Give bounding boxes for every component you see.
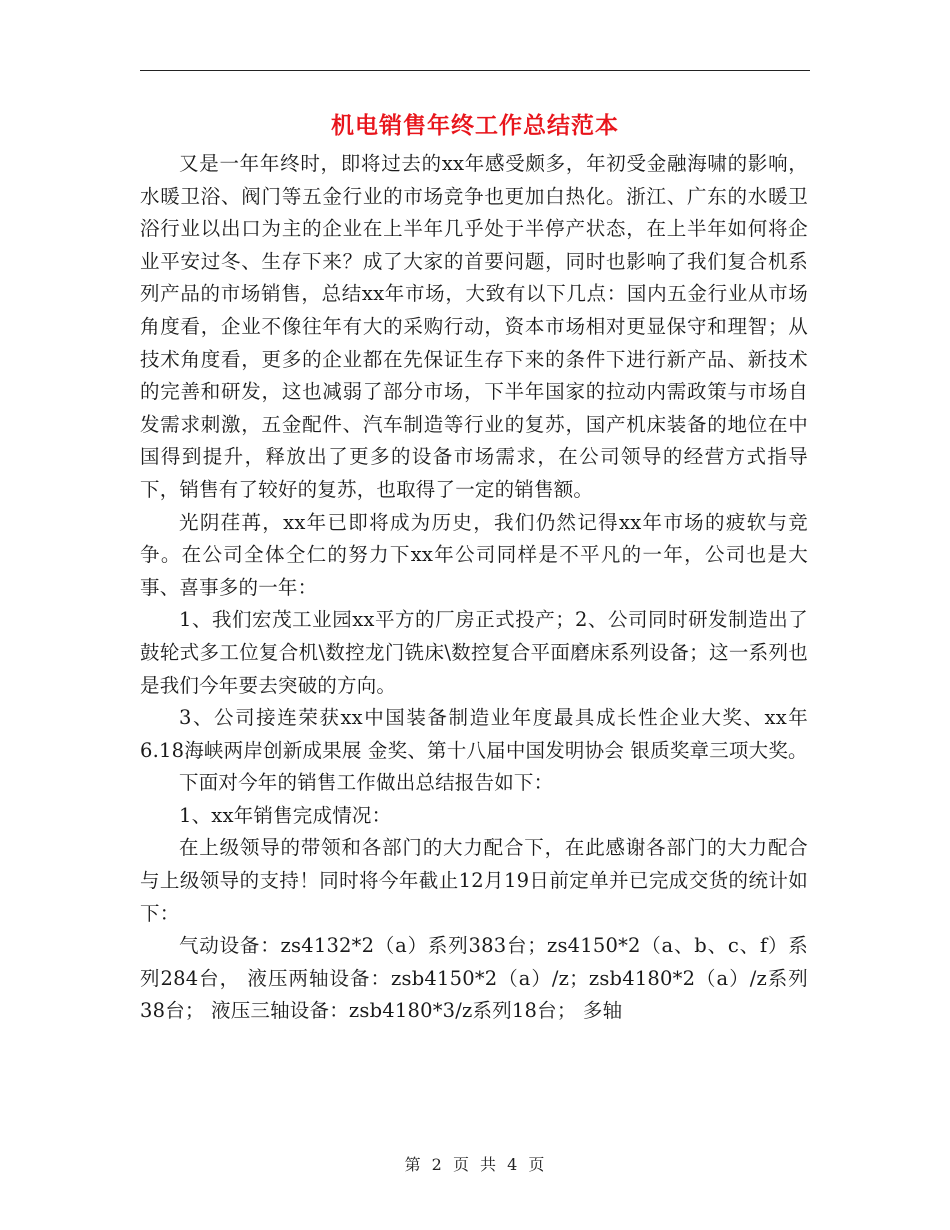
- paragraph-4: 3、公司接连荣获xx中国装备制造业年度最具成长性企业大奖、xx年6.18海峡两岸创新成果展 金奖、第十八届中国发明协会 银质奖章三项大奖。: [140, 706, 808, 762]
- paragraph-2: 光阴荏苒，xx年已即将成为历史，我们仍然记得xx年市场的疲软与竞争。在公司全体仝仁的努力下xx年公司同样是不平凡的一年，公司也是大事、喜事多的一年：: [140, 510, 808, 599]
- paragraph-1: 又是一年年终时，即将过去的xx年感受颇多，年初受金融海啸的影响，水暖卫浴、阀门等五金行业的市场竞争也更加白热化。浙江、广东的水暖卫浴行业以出口为主的企业在上半年几乎处于半停产状态，在上半年如何将企业平安过冬、生存下来？成了大家的首要问题，同时也影响了我们复合机系列产品的市场销售，总结xx年市场，大致有以下几点：国内五金行业从市场角度看，企业不像往年有大的采购行动，资本市场相对更显保守和理智；从技术角度看，更多的企业都在先保证生存下来的条件下进行新产品、新技术的完善和研发，这也减弱了部分市场，下半年国家的拉动内需政策与市场自发需求刺激，五金配件、汽车制造等行业的复苏，国产机床装备的地位在中国得到提升，释放出了更多的设备市场需求，在公司领导的经营方式指导下，销售有了较好的复苏，也取得了一定的销售额。: [140, 152, 808, 501]
- document-title: 机电销售年终工作总结范本: [331, 112, 619, 139]
- paragraph-8: 气动设备：zs4132*2（a）系列383台；zs4150*2（a、b、c、f）系列284台， 液压两轴设备：zsb4150*2（a）/z；zsb4180*2（a）/z系列38台； 液压三轴设备：zsb4180*3/z系列18台； 多轴: [140, 934, 808, 1023]
- paragraph-7: 在上级领导的带领和各部门的大力配合下，在此感谢各部门的大力配合与上级领导的支持！同时将今年截止12月19日前定单并已完成交货的统计如下：: [140, 836, 808, 925]
- paragraph-3: 1、我们宏茂工业园xx平方的厂房正式投产；2、公司同时研发制造出了鼓轮式多工位复合机\数控龙门铣床\数控复合平面磨床系列设备；这一系列也是我们今年要去突破的方向。: [140, 608, 808, 697]
- document-body: [140, 148, 808, 1028]
- page-number-footer: 第 2 页 共 4 页: [404, 1155, 546, 1174]
- header-rule: [140, 70, 810, 71]
- paragraph-5: 下面对今年的销售工作做出总结报告如下：: [179, 771, 554, 795]
- paragraph-6: 1、xx年销售完成情况：: [179, 803, 392, 827]
